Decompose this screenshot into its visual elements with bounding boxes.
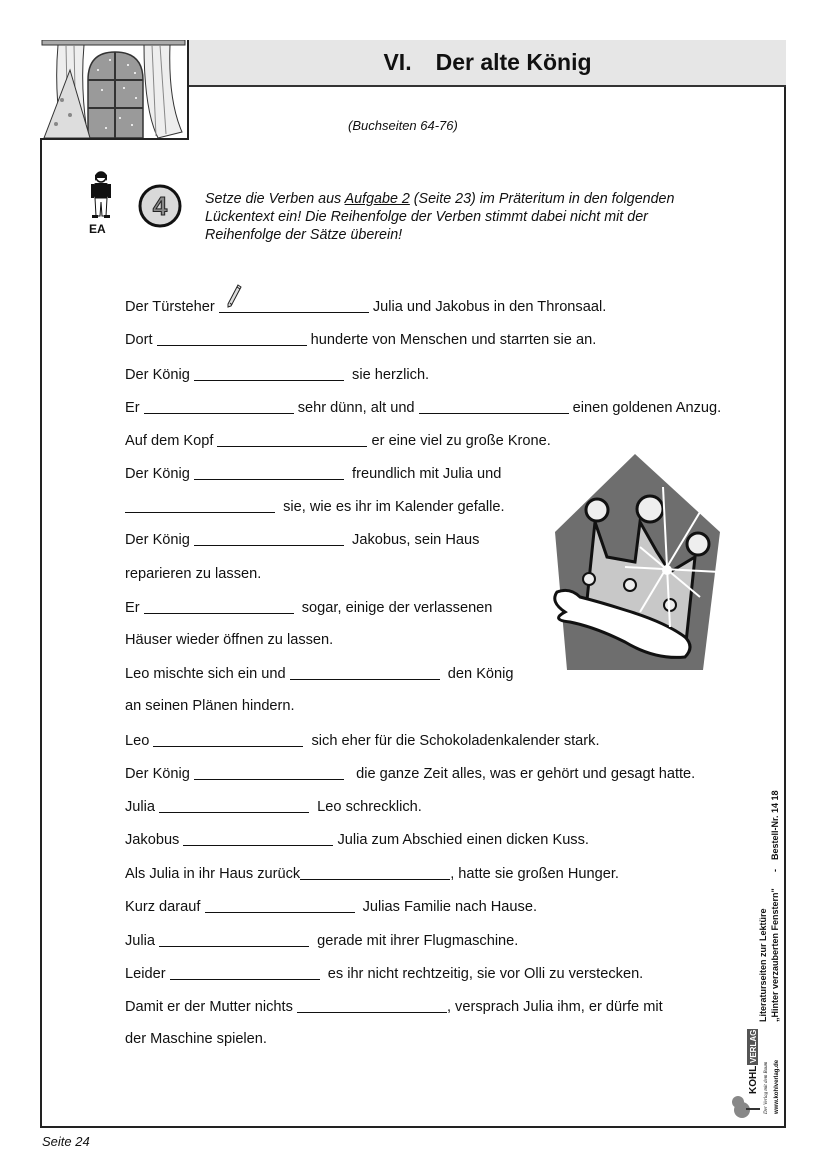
cloze-text-segment: es ihr nicht rechtzeitig, sie vor Olli zu verstecken. [319, 966, 644, 982]
answer-blank[interactable] [157, 331, 307, 346]
answer-blank[interactable] [194, 765, 344, 780]
answer-blank[interactable] [153, 732, 303, 747]
cloze-text-segment: der Maschine spielen. [125, 1031, 267, 1047]
cloze-text-segment: Der König [125, 367, 194, 383]
task-instruction [205, 190, 745, 244]
cloze-text-segment: Leider [125, 966, 170, 982]
answer-blank[interactable] [144, 399, 294, 414]
instruction-text: (Seite 23) im Präteritum in den folgenden [409, 191, 675, 207]
answer-blank[interactable] [144, 599, 294, 614]
cloze-text-segment: Jakobus [125, 832, 184, 848]
cloze-text-segment: freundlich mit Julia und [343, 466, 502, 482]
answer-blank[interactable] [125, 498, 275, 513]
publisher-badge: VERLAG [749, 1029, 758, 1063]
answer-blank[interactable] [219, 298, 369, 313]
cloze-text-segment: gerade mit ihrer Flugmaschine. [309, 933, 519, 949]
cloze-text-segment: , versprach Julia ihm, er dürfe mit [446, 999, 663, 1015]
cloze-line [125, 432, 551, 449]
tree-logo-icon [732, 1096, 760, 1118]
chapter-title: Der alte König [435, 49, 592, 75]
answer-blank[interactable] [300, 865, 450, 880]
answer-blank[interactable] [205, 898, 355, 913]
task-number: 4 [152, 191, 168, 221]
cloze-text-segment: einen goldenen Anzug. [568, 400, 722, 416]
cloze-line [125, 298, 606, 315]
cloze-text-segment: Er [125, 600, 144, 616]
answer-blank[interactable] [290, 665, 440, 680]
cloze-text-segment: Julia [125, 933, 160, 949]
publisher-slogan: Der Verlag mit dem Baum [764, 1061, 769, 1114]
cloze-line [125, 698, 295, 714]
cloze-text-segment: sich eher für die Schokoladenkalender stark. [303, 733, 600, 749]
crown-illustration [545, 452, 725, 679]
cloze-text-segment: Damit er der Mutter nichts [125, 999, 297, 1015]
cloze-text-segment: Julias Familie nach Hause. [354, 899, 538, 915]
cloze-text-segment: Jakobus, sein Haus [343, 532, 480, 548]
cloze-text-segment: Er [125, 400, 144, 416]
answer-blank[interactable] [217, 432, 367, 447]
cloze-line [125, 898, 537, 915]
cloze-text-segment: Auf dem Kopf [125, 433, 218, 449]
cloze-text-segment: Der Türsteher [125, 299, 219, 315]
cloze-line [125, 531, 479, 548]
cloze-line [125, 798, 422, 815]
cloze-line [125, 366, 429, 383]
answer-blank[interactable] [194, 531, 344, 546]
answer-blank[interactable] [194, 366, 344, 381]
cloze-text-segment: Der König [125, 532, 194, 548]
cloze-line [125, 1031, 267, 1047]
cloze-line [125, 831, 589, 848]
cloze-text-segment: Leo mischte sich ein und [125, 666, 290, 682]
cloze-line [125, 732, 600, 749]
cloze-text-segment: Kurz darauf [125, 899, 205, 915]
book-title: „Hinter verzauberten Fenstern" [770, 888, 780, 1022]
answer-blank[interactable] [170, 965, 320, 980]
cloze-text-segment: Julia und Jakobus in den Thronsaal. [368, 299, 607, 315]
cloze-line [125, 399, 721, 416]
series-title: Literaturseiten zur Lektüre [758, 908, 768, 1022]
cloze-text-segment: Als Julia in ihr Haus zurück [125, 866, 301, 882]
number-circle-icon [138, 184, 182, 228]
cloze-text-segment: sie, wie es ihr im Kalender gefalle. [275, 499, 505, 515]
cloze-line [125, 465, 501, 482]
answer-blank[interactable] [183, 831, 333, 846]
publisher-website: www.kohlverlag.de [774, 1059, 780, 1114]
instruction-text: Setze die Verben aus [205, 191, 345, 207]
cloze-text-segment: er eine viel zu große Krone. [367, 433, 551, 449]
cloze-text-segment: Julia zum Abschied einen dicken Kuss. [333, 832, 589, 848]
instruction-text: Lückentext ein! Die Reihenfolge der Verben stimmt dabei nicht mit der [205, 209, 648, 225]
publisher-credit [726, 790, 782, 1120]
answer-blank[interactable] [297, 998, 447, 1013]
window-scene-icon [40, 40, 187, 138]
cloze-line [125, 632, 333, 648]
cloze-line [125, 998, 663, 1015]
cloze-text-segment: den König [439, 666, 514, 682]
task-number-badge [138, 184, 182, 228]
cloze-line [125, 566, 261, 582]
cloze-line [125, 932, 518, 949]
cloze-line [125, 865, 619, 882]
cloze-text-segment: sehr dünn, alt und [293, 400, 419, 416]
order-number: Bestell-Nr. 14 186 [770, 790, 780, 860]
crown-icon [545, 452, 725, 674]
cloze-line [125, 599, 492, 616]
cloze-text-segment: Der König [125, 466, 194, 482]
cloze-text-segment: Leo [125, 733, 154, 749]
cloze-text-segment: sie herzlich. [343, 367, 430, 383]
page-number: Seite 24 [42, 1134, 90, 1149]
book-pages-subtitle: (Buchseiten 64-76) [348, 118, 458, 133]
instruction-text: Reihenfolge der Sätze überein! [205, 227, 403, 243]
separator: - [770, 869, 780, 872]
cloze-text-segment: Häuser wieder öffnen zu lassen. [125, 632, 334, 648]
answer-blank[interactable] [419, 399, 569, 414]
cloze-text-segment: hunderte von Menschen und starrten sie an. [306, 332, 597, 348]
cloze-line [125, 765, 695, 782]
cloze-text-segment: an seinen Plänen hindern. [125, 698, 295, 714]
answer-blank[interactable] [159, 932, 309, 947]
cloze-text-segment: Der König [125, 766, 194, 782]
cloze-text-segment: , hatte sie großen Hunger. [450, 866, 619, 882]
answer-blank[interactable] [194, 465, 344, 480]
cloze-line [125, 498, 505, 515]
cloze-text-segment: Julia [125, 799, 160, 815]
cloze-line [125, 331, 596, 348]
cloze-text-segment: Dort [125, 332, 157, 348]
window-illustration [40, 40, 189, 140]
publisher-name: KOHL [748, 1065, 759, 1094]
cloze-text-segment: Leo schrecklich. [309, 799, 422, 815]
cloze-line [125, 665, 514, 682]
chapter-title-bar [189, 40, 786, 87]
task-reference-link: Aufgabe 2 [344, 191, 410, 207]
answer-blank[interactable] [159, 798, 309, 813]
cloze-line [125, 965, 643, 982]
cloze-text-segment: reparieren zu lassen. [125, 566, 262, 582]
work-form-label: EA [89, 222, 106, 236]
chapter-number: VI. [383, 49, 412, 75]
cloze-text-segment: sogar, einige der verlassenen [293, 600, 493, 616]
cloze-text-segment: die ganze Zeit alles, was er gehört und gesagt hatte. [343, 766, 696, 782]
